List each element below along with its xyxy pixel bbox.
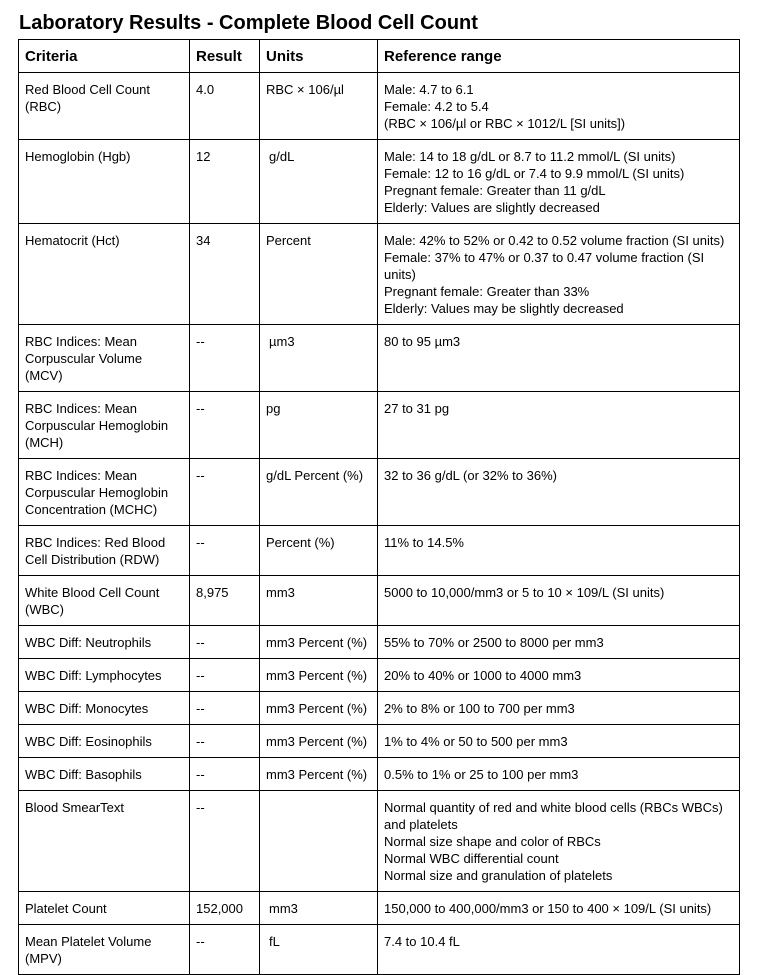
result-cell: 12 <box>190 140 260 224</box>
criteria-cell: WBC Diff: Lymphocytes <box>19 659 190 692</box>
units-cell <box>260 758 378 791</box>
result-cell: 152,000 <box>190 892 260 925</box>
reference-line: Normal size and granulation of platelets <box>384 868 613 883</box>
units-text: mm3 Percent (%) <box>266 635 368 650</box>
units-text: mm3 <box>269 901 298 916</box>
table-row <box>19 392 740 459</box>
criteria-cell: Platelet Count <box>19 892 190 925</box>
units-text: fL <box>269 934 280 949</box>
header-criteria: Criteria <box>19 40 190 73</box>
criteria-cell: WBC Diff: Basophils <box>19 758 190 791</box>
reference-range-cell <box>378 692 740 725</box>
table-row <box>19 140 740 224</box>
reference-line: Elderly: Values may be slightly decreased <box>384 301 624 316</box>
units-text: g/dL Percent (%) <box>266 468 364 483</box>
units-text: mm3 Percent (%) <box>266 734 368 749</box>
criteria-cell: RBC Indices: Mean Corpuscular Hemoglobin (MCH) <box>19 392 190 459</box>
reference-range-cell <box>378 459 740 526</box>
reference-line: Normal quantity of red and white blood cells (RBCs WBCs) and platelets <box>384 800 723 832</box>
reference-line: Female: 12 to 16 g/dL or 7.4 to 9.9 mmol/L (SI units) <box>384 166 685 181</box>
units-text: g/dL <box>269 149 295 164</box>
reference-range-cell <box>378 224 740 325</box>
reference-range-cell <box>378 925 740 975</box>
reference-line: Male: 14 to 18 g/dL or 8.7 to 11.2 mmol/L (SI units) <box>384 149 676 164</box>
results-body <box>19 73 740 975</box>
criteria-cell: RBC Indices: Mean Corpuscular Volume (MCV) <box>19 325 190 392</box>
header-result: Result <box>190 40 260 73</box>
table-row <box>19 758 740 791</box>
criteria-cell: WBC Diff: Neutrophils <box>19 626 190 659</box>
reference-line: Pregnant female: Greater than 33% <box>384 284 590 299</box>
reference-range-cell <box>378 892 740 925</box>
reference-line: 5000 to 10,000/mm3 or 5 to 10 × 109/L (SI units) <box>384 585 665 600</box>
result-cell: -- <box>190 392 260 459</box>
table-row <box>19 925 740 975</box>
criteria-cell: Blood SmearText <box>19 791 190 892</box>
reference-line: Female: 4.2 to 5.4 <box>384 99 489 114</box>
result-cell: -- <box>190 325 260 392</box>
table-row <box>19 659 740 692</box>
table-row <box>19 791 740 892</box>
criteria-cell: WBC Diff: Monocytes <box>19 692 190 725</box>
reference-range-cell <box>378 791 740 892</box>
reference-range-cell <box>378 725 740 758</box>
reference-line: 32 to 36 g/dL (or 32% to 36%) <box>384 468 557 483</box>
header-units: Units <box>260 40 378 73</box>
reference-line: Female: 37% to 47% or 0.37 to 0.47 volume fraction (SI units) <box>384 250 705 282</box>
header-row <box>19 40 740 73</box>
criteria-cell: WBC Diff: Eosinophils <box>19 725 190 758</box>
table-row <box>19 224 740 325</box>
units-cell <box>260 325 378 392</box>
reference-line: Normal size shape and color of RBCs <box>384 834 601 849</box>
reference-range-cell <box>378 392 740 459</box>
units-cell <box>260 224 378 325</box>
units-text: mm3 Percent (%) <box>266 701 368 716</box>
reference-range-cell <box>378 325 740 392</box>
header-reference-range: Reference range <box>378 40 740 73</box>
result-cell: -- <box>190 692 260 725</box>
criteria-cell: Hematocrit (Hct) <box>19 224 190 325</box>
reference-range-cell <box>378 73 740 140</box>
units-text: Percent <box>266 233 311 248</box>
result-cell: -- <box>190 459 260 526</box>
reference-range-cell <box>378 576 740 626</box>
units-cell <box>260 392 378 459</box>
criteria-cell: Hemoglobin (Hgb) <box>19 140 190 224</box>
units-text: RBC × 106/µl <box>266 82 344 97</box>
table-row <box>19 459 740 526</box>
table-row <box>19 576 740 626</box>
result-cell: 34 <box>190 224 260 325</box>
criteria-cell: White Blood Cell Count (WBC) <box>19 576 190 626</box>
reference-line: 11% to 14.5% <box>384 535 464 550</box>
table-row <box>19 692 740 725</box>
reference-line: Elderly: Values are slightly decreased <box>384 200 600 215</box>
units-cell <box>260 459 378 526</box>
reference-line: Pregnant female: Greater than 11 g/dL <box>384 183 606 198</box>
result-cell: -- <box>190 725 260 758</box>
table-row <box>19 73 740 140</box>
units-cell <box>260 626 378 659</box>
units-text: µm3 <box>269 334 295 349</box>
reference-line: 80 to 95 µm3 <box>384 334 461 349</box>
units-cell <box>260 73 378 140</box>
criteria-cell: Red Blood Cell Count (RBC) <box>19 73 190 140</box>
criteria-cell: RBC Indices: Red Blood Cell Distribution (RDW) <box>19 526 190 576</box>
result-cell: -- <box>190 626 260 659</box>
result-cell: -- <box>190 758 260 791</box>
reference-line: 27 to 31 pg <box>384 401 450 416</box>
units-cell <box>260 140 378 224</box>
units-cell <box>260 725 378 758</box>
units-text: mm3 Percent (%) <box>266 668 368 683</box>
table-row <box>19 325 740 392</box>
result-cell: 8,975 <box>190 576 260 626</box>
reference-line: 2% to 8% or 100 to 700 per mm3 <box>384 701 575 716</box>
reference-range-cell <box>378 758 740 791</box>
units-text: mm3 Percent (%) <box>266 767 368 782</box>
table-row <box>19 725 740 758</box>
units-cell <box>260 692 378 725</box>
table-row <box>19 526 740 576</box>
result-cell: -- <box>190 925 260 975</box>
table-row <box>19 892 740 925</box>
result-cell: -- <box>190 791 260 892</box>
units-cell <box>260 925 378 975</box>
reference-line: Normal WBC differential count <box>384 851 559 866</box>
criteria-cell: Mean Platelet Volume (MPV) <box>19 925 190 975</box>
reference-line: 55% to 70% or 2500 to 8000 per mm3 <box>384 635 604 650</box>
reference-line: 0.5% to 1% or 25 to 100 per mm3 <box>384 767 579 782</box>
criteria-cell: RBC Indices: Mean Corpuscular Hemoglobin Concentration (MCHC) <box>19 459 190 526</box>
results-table <box>18 39 740 975</box>
reference-range-cell <box>378 140 740 224</box>
reference-line: 7.4 to 10.4 fL <box>384 934 460 949</box>
result-cell: -- <box>190 659 260 692</box>
table-row <box>19 626 740 659</box>
units-text: pg <box>266 401 281 416</box>
reference-line: 150,000 to 400,000/mm3 or 150 to 400 × 109/L (SI units) <box>384 901 712 916</box>
reference-line: Male: 4.7 to 6.1 <box>384 82 474 97</box>
reference-line: (RBC × 106/µl or RBC × 1012/L [SI units]) <box>384 116 626 131</box>
units-text: Percent (%) <box>266 535 335 550</box>
reference-range-cell <box>378 659 740 692</box>
units-cell <box>260 659 378 692</box>
page-title: Laboratory Results - Complete Blood Cell Count <box>19 12 478 34</box>
reference-line: 1% to 4% or 50 to 500 per mm3 <box>384 734 568 749</box>
reference-range-cell <box>378 626 740 659</box>
units-cell <box>260 791 378 892</box>
result-cell: 4.0 <box>190 73 260 140</box>
units-cell <box>260 892 378 925</box>
units-cell <box>260 526 378 576</box>
result-cell: -- <box>190 526 260 576</box>
units-cell <box>260 576 378 626</box>
units-text: mm3 <box>266 585 295 600</box>
reference-line: 20% to 40% or 1000 to 4000 mm3 <box>384 668 582 683</box>
reference-range-cell <box>378 526 740 576</box>
reference-line: Male: 42% to 52% or 0.42 to 0.52 volume fraction (SI units) <box>384 233 725 248</box>
